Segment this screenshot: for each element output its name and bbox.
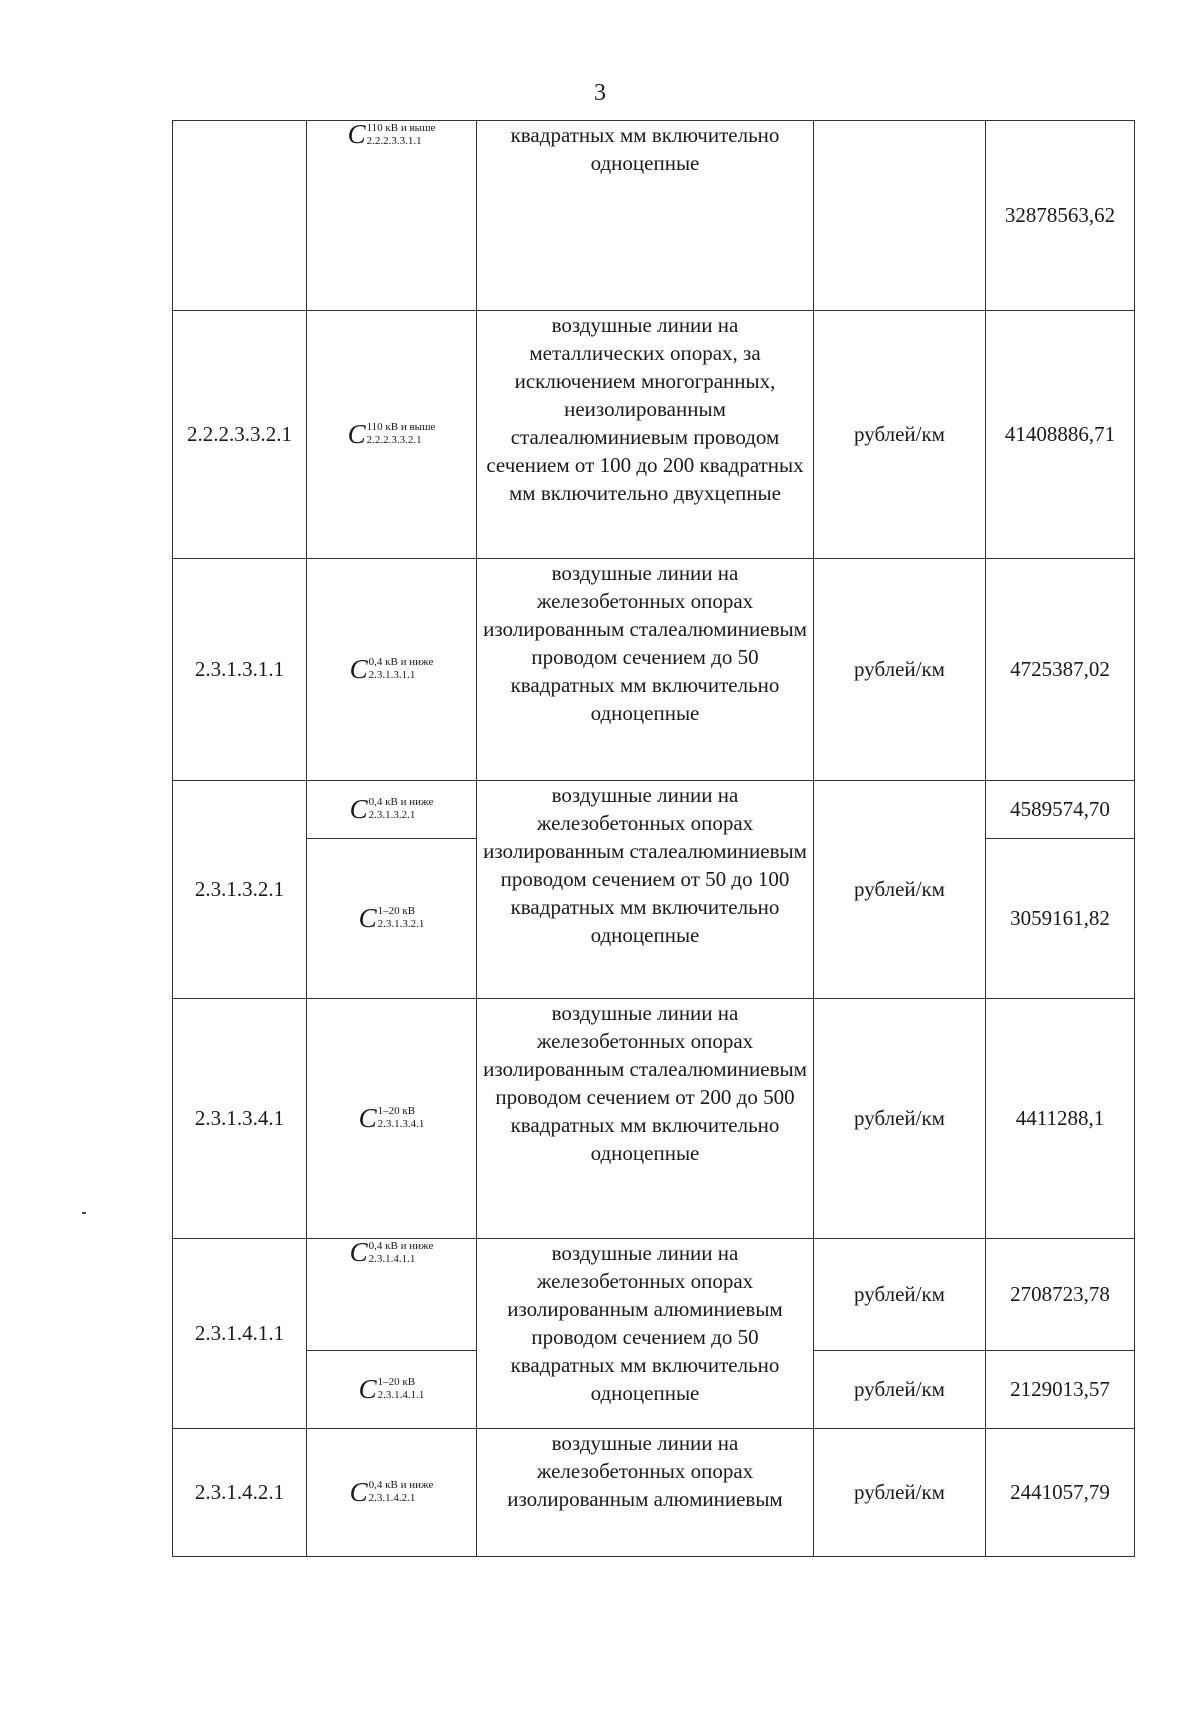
rate-symbol: C 0,4 кВ и ниже 2.3.1.4.1.1: [307, 1239, 477, 1351]
row-description: воздушные линии на железобетонных опорах изолированным сталеалюминиевым проводом сечением до 50 квадратных мм включительно одноцепные: [477, 559, 814, 781]
row-value: 2129013,57: [986, 1351, 1135, 1429]
table-row: [173, 999, 1135, 1239]
row-unit: рублей/км: [814, 311, 986, 559]
rate-symbol: C 1–20 кВ 2.3.1.3.2.1: [307, 839, 477, 999]
row-value: 2441057,79: [986, 1429, 1135, 1557]
row-unit: рублей/км: [814, 1239, 986, 1351]
rate-symbol: C 0,4 кВ и ниже 2.3.1.4.2.1: [307, 1429, 477, 1557]
row-unit: рублей/км: [814, 1429, 986, 1557]
row-unit: рублей/км: [814, 559, 986, 781]
row-value: 2708723,78: [986, 1239, 1135, 1351]
table-row: [173, 1239, 1135, 1351]
rate-symbol: C 110 кВ и выше 2.2.2.3.3.2.1: [307, 311, 477, 559]
row-description: воздушные линии на металлических опорах, за исключением многогранных, неизолированным сталеалюминиевым проводом сечением от 100 до 200 квадратных мм включительно двухцепные: [477, 311, 814, 559]
row-code: 2.2.2.3.3.2.1: [173, 311, 307, 559]
row-value: 4725387,02: [986, 559, 1135, 781]
row-description: воздушные линии на железобетонных опорах изолированным сталеалюминиевым проводом сечением от 50 до 100 квадратных мм включительно одноцепные: [477, 781, 814, 999]
row-description: воздушные линии на железобетонных опорах изолированным алюминиевым: [477, 1429, 814, 1557]
row-code: 2.3.1.3.2.1: [173, 781, 307, 999]
rate-symbol: C 110 кВ и выше 2.2.2.3.3.1.1: [307, 121, 477, 311]
row-description: квадратных мм включительно одноцепные: [477, 121, 814, 311]
table-row: [173, 121, 1135, 311]
page-number: 3: [594, 80, 606, 106]
rate-symbol: C 0,4 кВ и ниже 2.3.1.3.1.1: [307, 559, 477, 781]
row-code: [173, 121, 307, 311]
row-code: 2.3.1.4.2.1: [173, 1429, 307, 1557]
row-description: воздушные линии на железобетонных опорах изолированным сталеалюминиевым проводом сечением от 200 до 500 квадратных мм включительно одноцепные: [477, 999, 814, 1239]
rate-symbol: C 1–20 кВ 2.3.1.4.1.1: [307, 1351, 477, 1429]
row-unit: рублей/км: [814, 781, 986, 999]
row-value: 4411288,1: [986, 999, 1135, 1239]
row-value: 41408886,71: [986, 311, 1135, 559]
row-code: 2.3.1.3.1.1: [173, 559, 307, 781]
table-row: [173, 1429, 1135, 1557]
scan-speck: [82, 1212, 86, 1214]
row-unit: рублей/км: [814, 1351, 986, 1429]
row-value: 4589574,70: [986, 781, 1135, 839]
row-code: 2.3.1.4.1.1: [173, 1239, 307, 1429]
table-row: [173, 781, 1135, 839]
row-unit: рублей/км: [814, 999, 986, 1239]
row-code: 2.3.1.3.4.1: [173, 999, 307, 1239]
tariff-table: [172, 120, 1135, 1557]
rate-symbol: C 1–20 кВ 2.3.1.3.4.1: [307, 999, 477, 1239]
table-row: [173, 311, 1135, 559]
row-unit: [814, 121, 986, 311]
row-value: 32878563,62: [986, 121, 1135, 311]
rate-symbol: C 0,4 кВ и ниже 2.3.1.3.2.1: [307, 781, 477, 839]
table-row: [173, 559, 1135, 781]
row-description: воздушные линии на железобетонных опорах изолированным алюминиевым проводом сечением до 50 квадратных мм включительно одноцепные: [477, 1239, 814, 1429]
row-value: 3059161,82: [986, 839, 1135, 999]
